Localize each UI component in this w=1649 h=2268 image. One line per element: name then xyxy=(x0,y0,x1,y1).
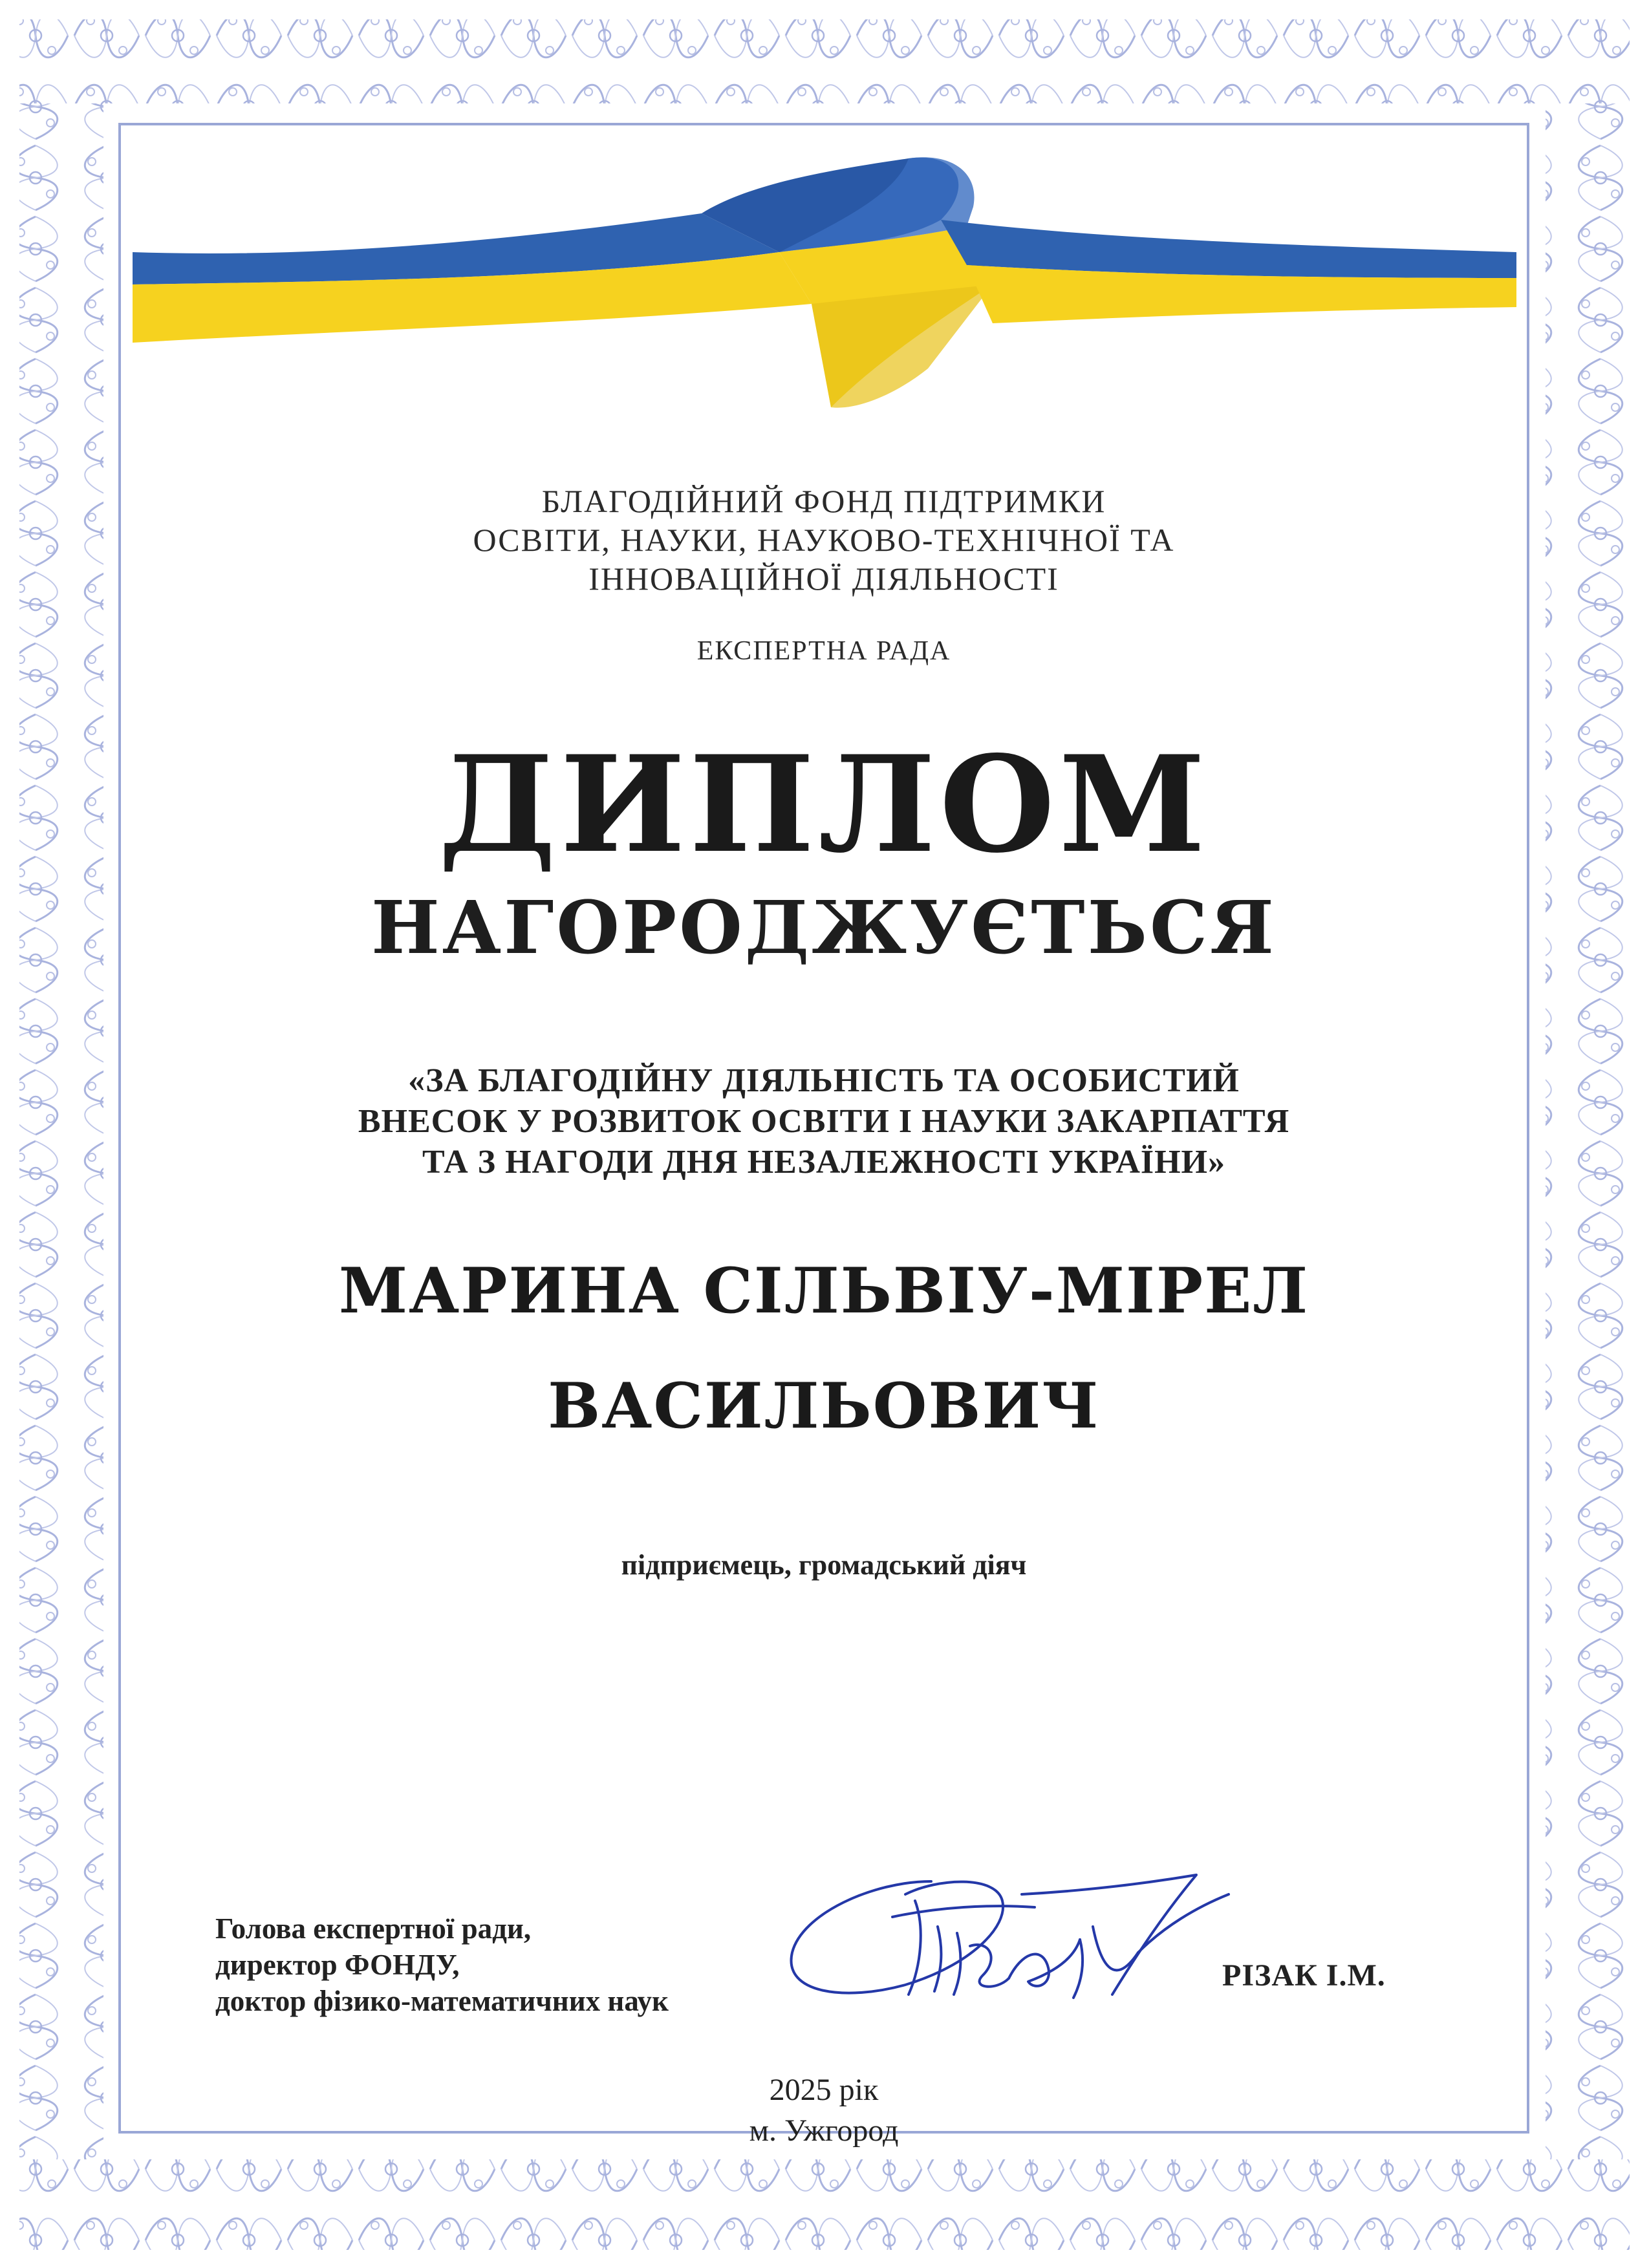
signatory-position-line-2: директор ФОНДУ, xyxy=(215,1949,460,1981)
org-line-2: ОСВІТИ, НАУКИ, НАУКОВО-ТЕХНІЧНОЇ ТА xyxy=(473,522,1175,558)
recipient-occupation: підприємець, громадський діяч xyxy=(621,1549,1027,1581)
issue-year: 2025 рік xyxy=(769,2073,879,2107)
reason-line-2: ВНЕСОК У РОЗВИТОК ОСВІТИ І НАУКИ ЗАКАРПАТТЯ xyxy=(358,1103,1290,1140)
diploma-title: ДИПЛОМ xyxy=(438,727,1210,883)
organization-name xyxy=(118,482,1529,598)
issue-city: м. Ужгород xyxy=(749,2113,899,2148)
ukrainian-flag-ribbon-icon xyxy=(133,149,1516,420)
reason-line-3: ТА З НАГОДИ ДНЯ НЕЗАЛЕЖНОСТІ УКРАЇНИ» xyxy=(422,1144,1225,1181)
signatory-position xyxy=(215,1910,669,2019)
org-line-1: БЛАГОДІЙНИЙ ФОНД ПІДТРИМКИ xyxy=(541,483,1106,519)
expert-council-label: ЕКСПЕРТНА РАДА xyxy=(696,636,951,666)
signatory-position-line-3: доктор фізико-математичних наук xyxy=(215,1985,669,2017)
recipient-name: МАРИНА СІЛЬВІУ-МІРЕЛ xyxy=(338,1254,1310,1327)
recipient-patronymic: ВАСИЛЬОВИЧ xyxy=(548,1369,1100,1442)
org-line-3: ІННОВАЦІЙНОЇ ДІЯЛЬНОСТІ xyxy=(588,561,1059,597)
reason-line-1: «ЗА БЛАГОДІЙНУ ДІЯЛЬНІСТЬ ТА ОСОБИСТИЙ xyxy=(408,1062,1240,1099)
signatory-name: РІЗАК І.М. xyxy=(1222,1958,1386,1993)
awarded-heading: НАГОРОДЖУЄТЬСЯ xyxy=(371,886,1277,970)
signature-icon xyxy=(776,1856,1242,2024)
signatory-position-line-1: Голова експертної ради, xyxy=(215,1912,532,1945)
award-reason xyxy=(118,1060,1529,1182)
